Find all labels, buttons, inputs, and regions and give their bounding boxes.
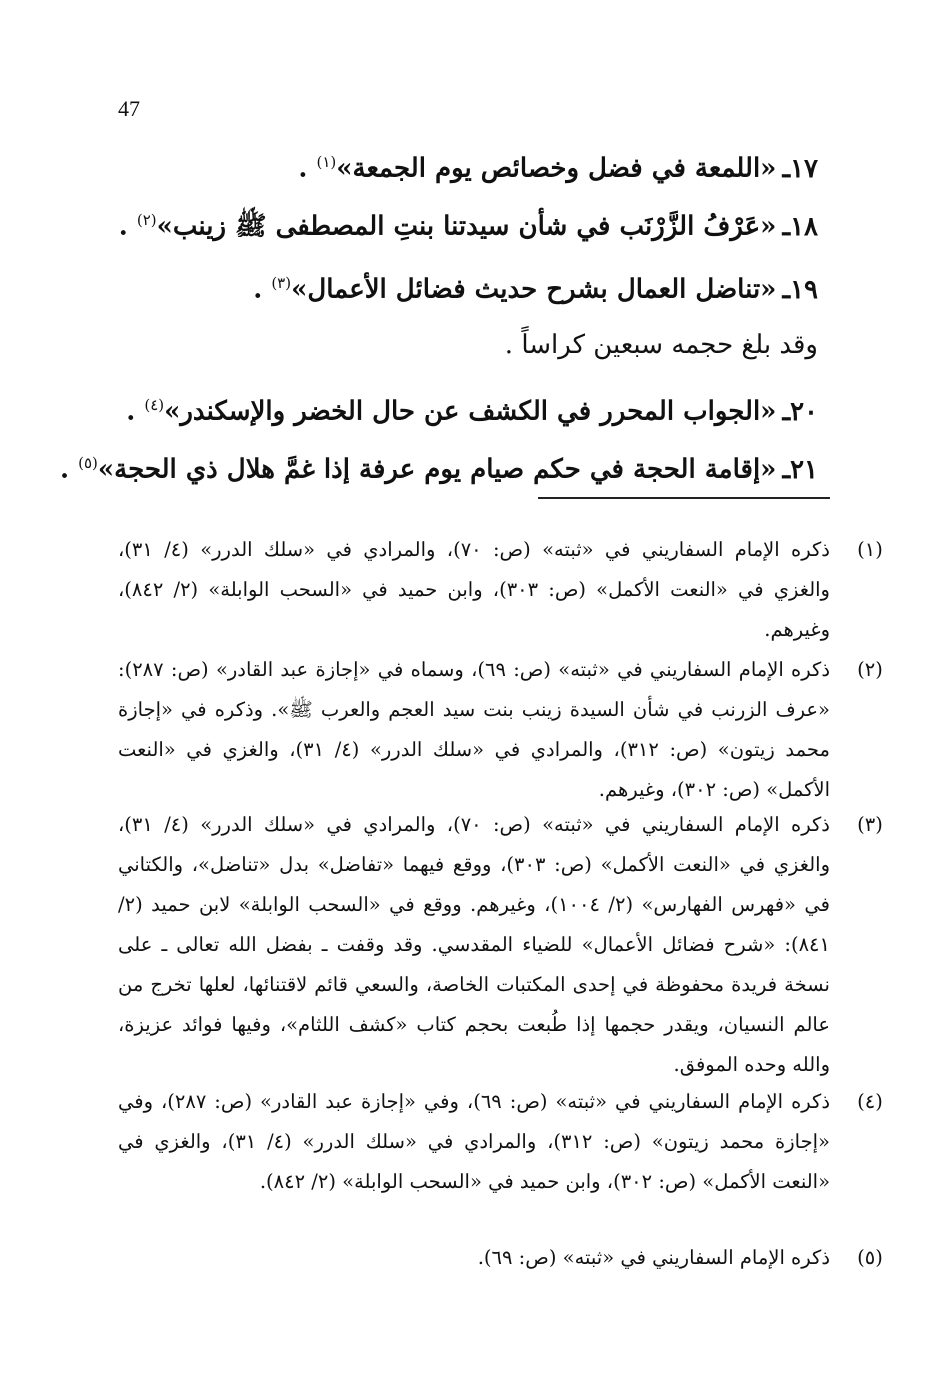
item-end: .: [126, 396, 145, 427]
note-text: وقد بلغ حجمه سبعين كراساً .: [504, 330, 818, 360]
item-end: .: [118, 211, 137, 242]
list-item: [126, 385, 818, 432]
item-number: ١٩ـ: [782, 274, 818, 305]
footnote-number: (٤): [857, 1090, 883, 1113]
list-item: [298, 142, 818, 189]
page-number: 47: [118, 96, 140, 121]
item-title: «عَرْفُ الزَّرْنَب في شأن سيدتنا بنتِ المصطفى ﷺ زينب»: [156, 211, 777, 242]
item-number: ٢٠ـ: [782, 396, 818, 427]
item-number: ١٧ـ: [782, 153, 818, 184]
item-title: «اللمعة في فضل وخصائص يوم الجمعة»: [336, 153, 777, 184]
item-title: «الجواب المحرر في الكشف عن حال الخضر والإسكندر»: [164, 396, 777, 427]
footnote-number: (١): [857, 538, 883, 561]
footnote-ref: (١): [316, 153, 337, 171]
list-note: [505, 325, 818, 365]
item-title: «إقامة الحجة في حكم صيام يوم عرفة إذا غمَّ هلال ذي الحجة»: [97, 454, 777, 485]
item-end: .: [59, 454, 79, 485]
footnote-text: ذكره الإمام السفاريني في «ثبته» (ص: ٧٠)، والمرادي في «سلك الدرر» (٤/ ٣١)، والغزي في «النعت الأكمل» (ص: ٣٠٣)، وابن حميد في «السحب الوابلة» (٢/ ٨٤٢)، وغيرهم.: [118, 538, 830, 641]
item-number: ٢١ـ: [782, 454, 818, 485]
footnote-ref: (٣): [271, 274, 292, 292]
item-title: «تناضل العمال بشرح حديث فضائل الأعمال»: [291, 274, 777, 305]
footnote-number: (٣): [857, 813, 883, 836]
item-number: ١٨ـ: [782, 211, 818, 242]
list-item: [60, 443, 818, 490]
footnote: [118, 530, 883, 650]
footnote-text: ذكره الإمام السفاريني في «ثبته» (ص: ٦٩)، وفي «إجازة عبد القادر» (ص: ٢٨٧)، وفي «إجازة محمد زيتون» (ص: ٣١٢)، والمرادي في «سلك الدرر» (٤/ ٣١)، والغزي في «النعت الأكمل» (ص: ٣٠٢)، وابن حميد في «السحب الوابلة» (٢/ ٨٤٢).: [118, 1090, 831, 1193]
footnote: [118, 1082, 883, 1202]
footnote-ref: (٥): [78, 454, 98, 472]
list-item: [253, 263, 818, 310]
footnote: [118, 1238, 883, 1278]
item-end: .: [298, 153, 317, 184]
footnote: [118, 805, 883, 1085]
item-end: .: [253, 274, 272, 305]
footnote-number: (٢): [857, 658, 883, 681]
footnote: [118, 650, 883, 810]
footnote-ref: (٢): [136, 211, 157, 229]
footnote-number: (٥): [857, 1246, 883, 1269]
list-item: [119, 200, 818, 247]
footnote-text: ذكره الإمام السفاريني في «ثبته» (ص: ٧٠)، والمرادي في «سلك الدرر» (٤/ ٣١)، والغزي في «النعت الأكمل» (ص: ٣٠٣)، ووقع فيهما «تفاضل» بدل «تناضل»، والكتاني في «فهرس الفهارس» (٢/ ١٠٠٤)، وغيرهم. ووقع في «السحب الوابلة» لابن حميد (٢/ ٨٤١): «شرح فضائل الأعمال» للضياء المقدسي. وقد وقفت ـ بفضل الله تعالى ـ على نسخة فريدة محفوظة في إحدى المكتبات الخاصة، والسعي قائم لاقتنائها، لعلها تخرج من عالم النسيان، ويقدر حجمها إذا طُبعت بحجم كتاب «كشف اللثام»، وفيها فوائد عزيزة، والله وحده الموفق.: [118, 813, 830, 1076]
footnote-text: ذكره الإمام السفاريني في «ثبته» (ص: ٦٩).: [477, 1246, 830, 1269]
footnote-text: ذكره الإمام السفاريني في «ثبته» (ص: ٦٩)، وسماه في «إجازة عبد القادر» (ص: ٢٨٧): «عرف الزرنب في شأن السيدة زينب بنت سيد العجم والعرب ﷺ». وذكره في «إجازة محمد زيتون» (ص: ٣١٢)، والمرادي في «سلك الدرر» (٤/ ٣١)، والغزي في «النعت الأكمل» (ص: ٣٠٢)، وغيرهم.: [118, 658, 830, 801]
footnote-separator: [538, 497, 830, 499]
footnote-ref: (٤): [144, 396, 165, 414]
